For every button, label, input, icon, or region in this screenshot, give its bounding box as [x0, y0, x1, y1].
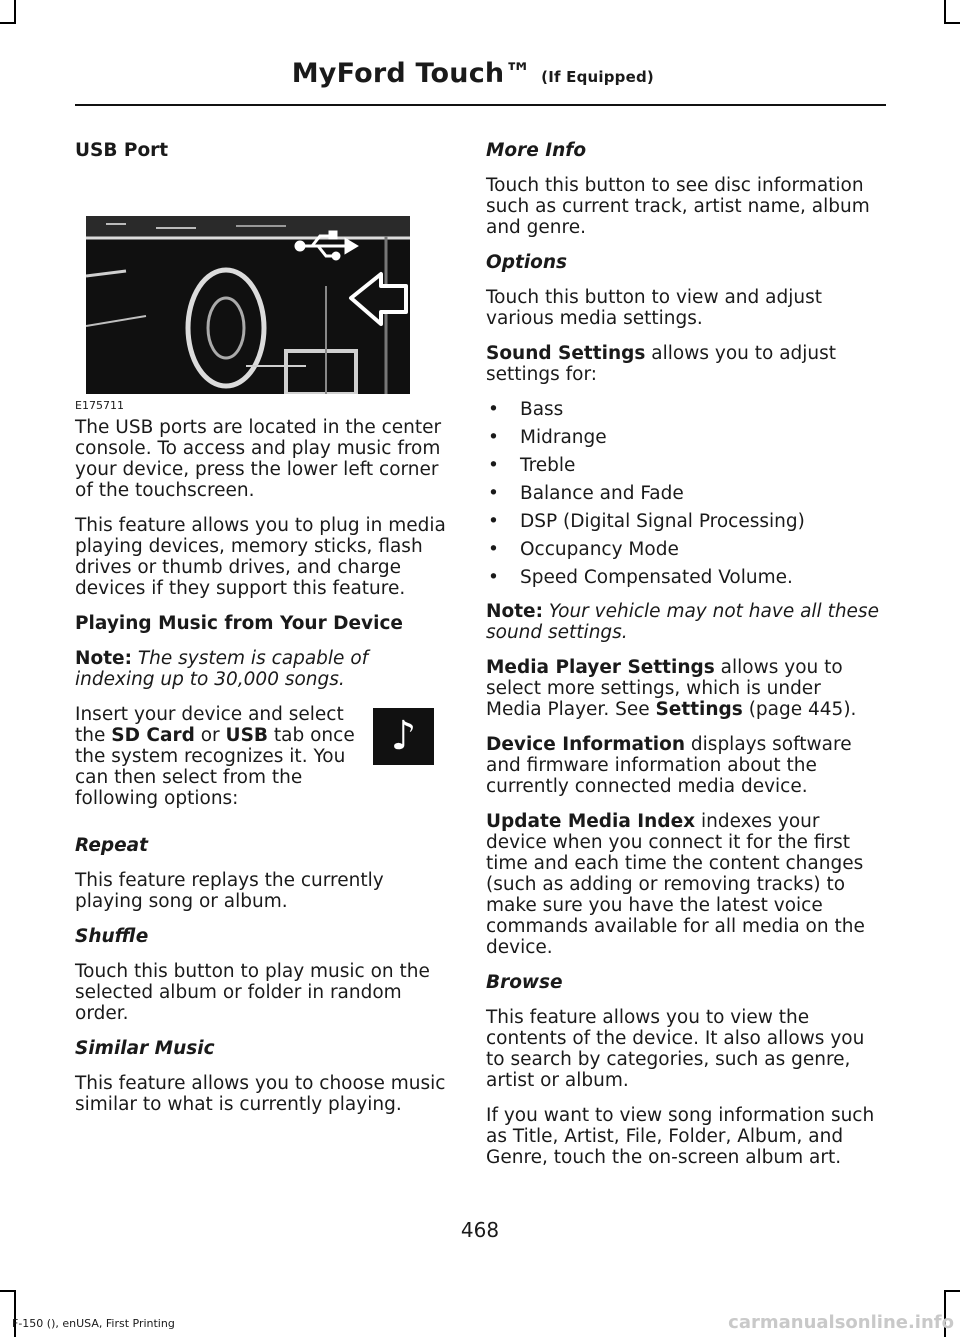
- repeat-heading: Repeat: [75, 835, 148, 856]
- crop-mark: [0, 1290, 16, 1292]
- similar-music-text: This feature allows you to choose music similar to what is currently playing.: [75, 1073, 446, 1115]
- device-information-label: Device Information: [486, 734, 686, 755]
- note-text: The system is capable of indexing up to 30,000 songs.: [75, 648, 369, 690]
- sound-settings-list: [486, 399, 881, 588]
- list-item: • Midrange: [488, 427, 607, 448]
- insert-text-1: Insert your device and select the: [75, 704, 344, 746]
- options-text: Touch this button to view and adjust various media settings.: [486, 287, 822, 329]
- more-info-heading: More Info: [486, 140, 587, 161]
- bullet-icon: •: [488, 483, 499, 504]
- note-label: Note:: [75, 648, 132, 669]
- list-item: • Speed Compensated Volume.: [488, 567, 793, 588]
- options-heading: Options: [486, 252, 568, 273]
- update-media-index-label: Update Media Index: [486, 811, 696, 832]
- bullet-icon: •: [488, 511, 499, 532]
- update-media-index-text: indexes your device when you connect it for the first time and each time the content changes (such as adding or removing tracks) to make sure you have the latest voice commands available for all media on the device.: [486, 811, 865, 958]
- bullet-icon: •: [488, 455, 499, 476]
- header-title: MyFord Touch™: [291, 58, 532, 89]
- crop-mark: [944, 22, 960, 24]
- watermark: carmanualsonline.info: [728, 1312, 954, 1333]
- list-item: • DSP (Digital Signal Processing): [488, 511, 805, 532]
- similar-music-heading: Similar Music: [75, 1038, 215, 1059]
- usb-port-figure: [86, 216, 410, 394]
- sd-card-label: SD Card: [111, 725, 195, 746]
- note-sound-settings: [486, 601, 881, 643]
- media-player-settings-paragraph: [486, 657, 881, 720]
- media-player-settings-label: Media Player Settings: [486, 657, 715, 678]
- device-information-text: displays software and firmware information about the currently connected media device.: [486, 734, 852, 797]
- device-information-paragraph: [486, 734, 881, 797]
- update-media-index-paragraph: [486, 811, 881, 958]
- browse-text: This feature allows you to view the contents of the device. It also allows you to search by categories, such as genre, artist or album.: [486, 1007, 865, 1091]
- page-header: [0, 58, 940, 89]
- settings-page-ref: (page 445).: [748, 699, 857, 720]
- crop-mark: [0, 22, 16, 24]
- usb-feature-text: This feature allows you to plug in media playing devices, memory sticks, flash drives or thumb drives, and charge devices if they support this feature.: [75, 515, 446, 599]
- usb-label: USB: [225, 725, 268, 746]
- insert-text-2: tab once the system recognizes it. You can then select from the following options:: [75, 725, 355, 809]
- list-item: • Bass: [488, 399, 564, 420]
- bullet-icon: •: [488, 539, 499, 560]
- crop-mark: [944, 0, 946, 22]
- bullet-icon: •: [488, 427, 499, 448]
- shuffle-heading: Shuffle: [75, 926, 149, 947]
- sound-settings-text: allows you to adjust settings for:: [486, 343, 837, 385]
- figure-id: E175711: [75, 399, 124, 412]
- sound-settings-label: Sound Settings: [486, 343, 646, 364]
- edition-text: F-150 (), enUSA, First Printing: [12, 1317, 175, 1330]
- header-divider: [75, 104, 886, 106]
- note-text: Your vehicle may not have all these sound settings.: [486, 601, 879, 643]
- song-info-text: If you want to view song information such as Title, Artist, File, Folder, Album, and Genre, touch the on-screen album art.: [486, 1105, 875, 1168]
- right-column: [486, 140, 881, 1182]
- list-item: • Balance and Fade: [488, 483, 684, 504]
- section-title-usb-port: USB Port: [75, 140, 169, 161]
- repeat-text: This feature replays the currently playing song or album.: [75, 870, 384, 912]
- bullet-icon: •: [488, 399, 499, 420]
- usb-port-illustration: [86, 216, 410, 394]
- music-note-icon: ♪: [373, 708, 434, 765]
- page-number: 468: [460, 1218, 500, 1242]
- left-column: [75, 140, 447, 1129]
- usb-ports-location-text: The USB ports are located in the center console. To access and play music from your device, press the lower left corner of the touchscreen.: [75, 417, 442, 501]
- playing-music-heading: Playing Music from Your Device: [75, 613, 403, 634]
- crop-mark: [14, 0, 16, 22]
- media-player-settings-text: allows you to select more settings, which is under Media Player. See: [486, 657, 843, 720]
- list-item: • Treble: [488, 455, 576, 476]
- bullet-icon: •: [488, 567, 499, 588]
- shuffle-text: Touch this button to play music on the selected album or folder in random order.: [75, 961, 430, 1024]
- insert-or: or: [200, 725, 220, 746]
- settings-reference: Settings: [655, 699, 743, 720]
- browse-heading: Browse: [486, 972, 563, 993]
- list-item: • Occupancy Mode: [488, 539, 679, 560]
- more-info-text: Touch this button to see disc information such as current track, artist name, album and genre.: [486, 175, 870, 238]
- sound-settings-paragraph: [486, 343, 881, 385]
- header-title-suffix: (If Equipped): [541, 68, 654, 86]
- crop-mark: [944, 1290, 960, 1292]
- insert-device-block: [75, 704, 447, 809]
- note-label: Note:: [486, 601, 543, 622]
- note-songs: [75, 648, 447, 690]
